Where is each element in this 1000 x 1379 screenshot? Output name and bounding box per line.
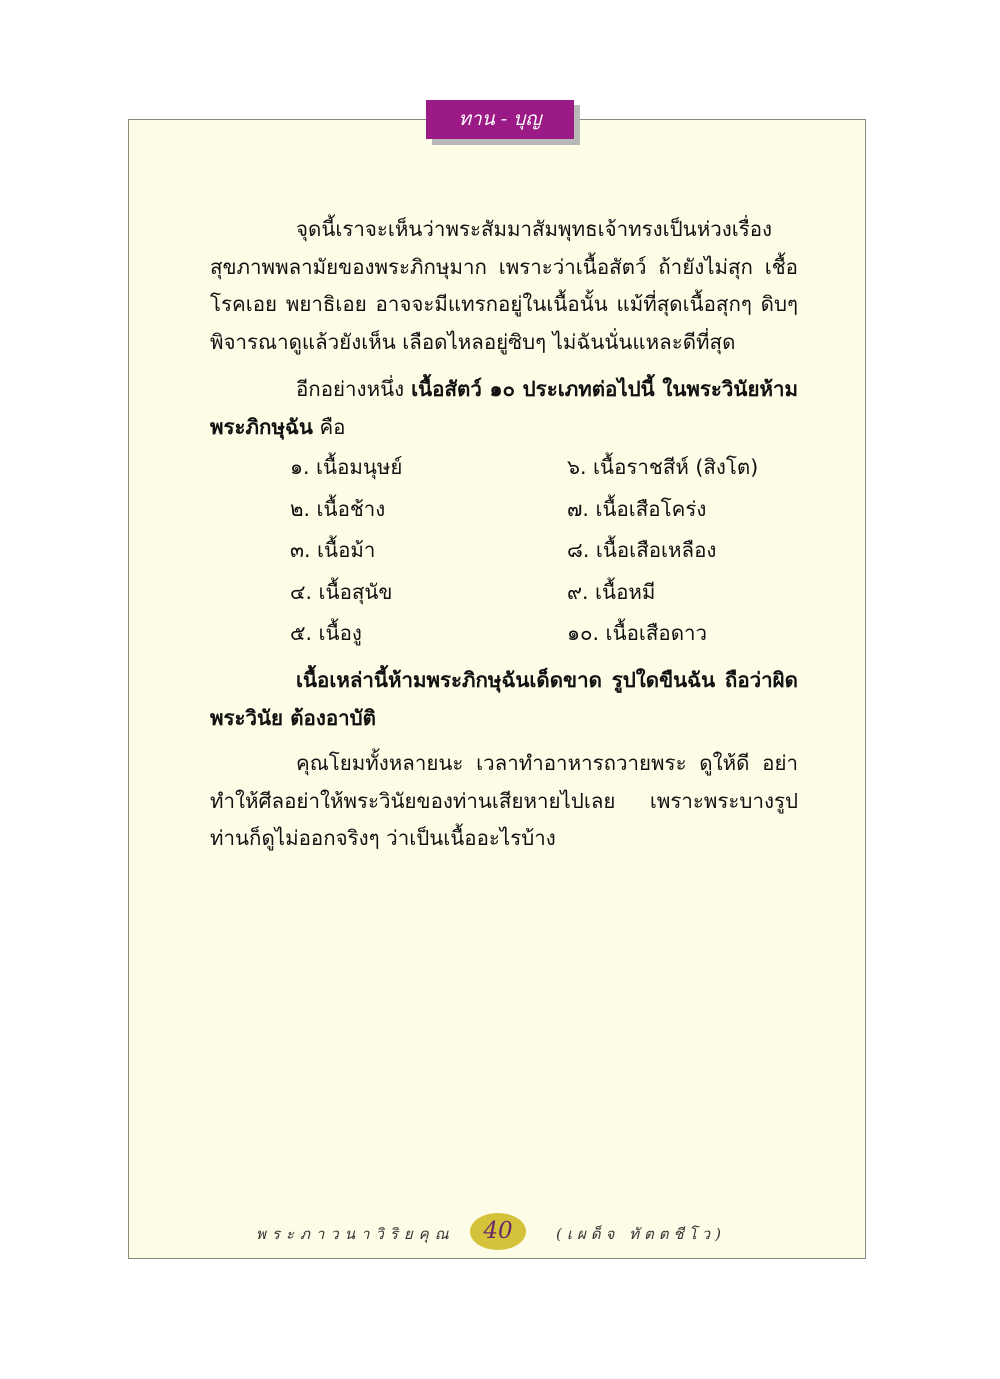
list-item: ๘. เนื้อเสือเหลือง — [567, 538, 717, 562]
chapter-header-tab: ทาน - บุญ — [426, 100, 574, 139]
list-item: ๖. เนื้อราชสีห์ (สิงโต) — [567, 455, 759, 479]
paragraph-3: เนื้อเหล่านี้ห้ามพระภิกษุฉันเด็ดขาด รูปใดขืนฉัน ถือว่าผิดพระวินัย ต้องอาบัติ — [210, 668, 798, 730]
list-item: ๓. เนื้อม้า — [290, 538, 376, 562]
list-item: ๑. เนื้อมนุษย์ — [290, 455, 403, 479]
list-item: ๒. เนื้อช้าง — [290, 496, 386, 521]
list-item: ๗. เนื้อเสือโคร่ง — [567, 496, 707, 521]
meat-list-left-column — [290, 449, 402, 657]
list-item: ๕. เนื้องู — [290, 621, 362, 645]
paragraph-2-end: คือ — [312, 414, 346, 439]
paragraph-2 — [210, 371, 798, 446]
list-item: ๑๐. เนื้อเสือดาว — [567, 621, 708, 645]
list-item: ๔. เนื้อสุนัข — [290, 579, 393, 604]
paragraph-4: คุณโยมทั้งหลายนะ เวลาทำอาหารถวายพระ ดูให้ดี อย่าทำให้ศีลอย่าให้พระวินัยของท่านเสียหายไปเลย เพราะพระบางรูปท่านก็ดูไม่ออกจริงๆ ว่าเป็นเนื้ออะไรบ้าง — [210, 751, 798, 850]
paragraph-2-start: อีกอย่างหนึ่ง — [296, 377, 412, 401]
list-item: ๙. เนื้อหมี — [567, 579, 656, 604]
paragraph-1: จุดนี้เราจะเห็นว่าพระสัมมาสัมพุทธเจ้าทรงเป็นห่วงเรื่องสุขภาพพลามัยของพระภิกษุมาก เพราะว่าเนื้อสัตว์ ถ้ายังไม่สุก เชื้อโรคเอย พยาธิเอย อาจจะมีแทรกอยู่ในเนื้อนั้น แม้ที่สุดเนื้อสุกๆ ดิบๆ พิจารณาดูแล้วยังเห็น เลือดไหลอยู่ซิบๆ ไม่ฉันนั่นแหละดีที่สุด — [210, 217, 798, 354]
paragraph-2-bold: เนื้อสัตว์ ๑๐ ประเภทต่อไปนี้ ในพระวินัยห้ามพระภิกษุฉัน — [210, 377, 798, 439]
page-number: 40 — [470, 1213, 526, 1250]
meat-list-right-column — [567, 449, 758, 657]
footer-author: (เผด็จ ทัตตชีโว) — [556, 1225, 726, 1243]
footer-book-title: พระภาวนาวิริยคุณ — [256, 1225, 455, 1243]
